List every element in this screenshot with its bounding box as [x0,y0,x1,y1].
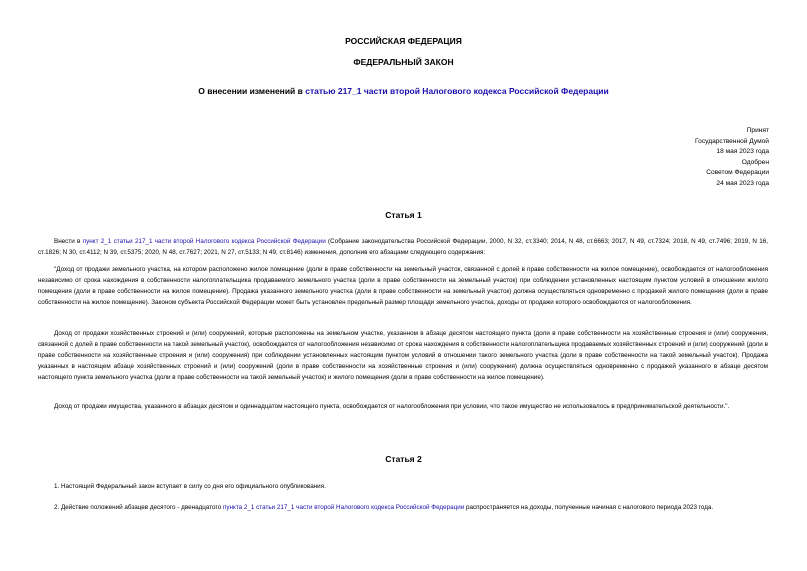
article-1-paragraph-1 [38,237,768,259]
adoption-info [695,126,769,189]
title-prefix: О внесении изменений в [198,86,306,96]
adopted-label: Принят [746,127,769,134]
document-title [0,86,807,96]
article-1-paragraph-4: Доход от продажи имущества, указанного в абзацах десятом и одиннадцатом настоящего пункта, освобождается от налогообложения при условии, что такое имущество не использовалось в предпринимательской деятельности.". [54,403,730,410]
approved-date: 24 мая 2023 года [716,179,769,187]
paragraph-prefix: 2. Действие положений абзацев десятого - двенадцатого [54,504,223,511]
document-type-heading: ФЕДЕРАЛЬНЫЙ ЗАКОН [353,57,454,67]
title-article-link[interactable]: статью 217_1 части второй Налогового кодекса Российской Федерации [305,86,609,96]
adopted-by: Государственной Думой [695,137,769,145]
paragraph-suffix: (Собрание законодательства Российской Федерации, 2000, N 32, ст.3340; 2014, N 48, ст.6663; 2017, N 49, ст.7324; 2018, N 49, ст.7496; 2019, N 16, ст.1826; N 30, ст.4112; N 39, ст.5375; 2020, N 48, ст.7627; 2021, N 27, ст.5133; N 49, ст.8146) изменения, дополнив его абзацами следующего содержания: [38,238,768,256]
article-2-paragraph-1: 1. Настоящий Федеральный закон вступает в силу со дня его официального опубликования. [54,483,326,490]
country-heading: РОССИЙСКАЯ ФЕДЕРАЦИЯ [345,36,462,46]
tax-code-point-link[interactable]: пункт 2_1 статьи 217_1 части второй Налогового кодекса Российской Федерации [82,238,326,245]
tax-code-point-link[interactable]: пункта 2_1 статьи 217_1 части второй Налогового кодекса Российской Федерации [222,504,465,511]
article-1-paragraph-3: Доход от продажи хозяйственных строений и (или) сооружений, которые расположены на земельном участке, указанном в абзаце десятом настоящего пункта (доли в праве собственности на хозяйственные строения и (или) сооружения, связанной с долей в праве собственности на такой земельный участок), освобождается от налогообложения независимо от срока нахождения в собственности налогоплательщика продаваемых хозяйственных строений и (или) сооружений (доли в праве собственности на хозяйственные строения и (или) сооружения) при соблюдении установленных настоящим пунктом условий в отношении такого земельного участка (доли в праве собственности на такой земельный участок). Продажа указанных в настоящем абзаце хозяйственных строений и (или) сооружений (доли в праве собственности на хозяйственные строения и (или) сооружения) должна осуществляться одновременно с продажей указанного в абзаце десятом настоящего пункта земельного участка (доли в праве собственности на такой земельный участок) и жилого помещения (доли в праве собственности на жилое помещение). [38,330,768,381]
article-2-paragraph-2 [38,503,768,514]
approved-by: Советом Федерации [706,169,769,176]
article-2-heading: Статья 2 [385,454,422,464]
approved-label: Одобрен [741,158,769,166]
article-1-heading: Статья 1 [385,210,422,220]
paragraph-suffix: распространяется на доходы, полученные начиная с налогового периода 2023 года. [464,504,714,511]
paragraph-prefix: Внести в [54,238,83,245]
adopted-date: 18 мая 2023 года [716,148,769,155]
article-1-paragraph-2: "Доход от продажи земельного участка, на котором расположено жилое помещение (доли в праве собственности на земельный участок, связанной с долей в праве собственности на жилое помещение), освобождается от налогообложения независимо от срока нахождения в собственности налогоплательщика продаваемого земельного участка (доли в праве собственности на земельный участок) при соблюдении установленных настоящим пунктом условий в отношении жилого помещения (доли в праве собственности на жилое помещение). Продажа указанного земельного участка (доли в праве собственности на земельный участок) должна осуществляться одновременно с продажей жилого помещения (доли в праве собственности на жилое помещение). Законом субъекта Российской Федерации может быть установлен предельный размер площади земельного участка, доходы от продажи которого освобождаются от налогообложения. [38,266,768,306]
